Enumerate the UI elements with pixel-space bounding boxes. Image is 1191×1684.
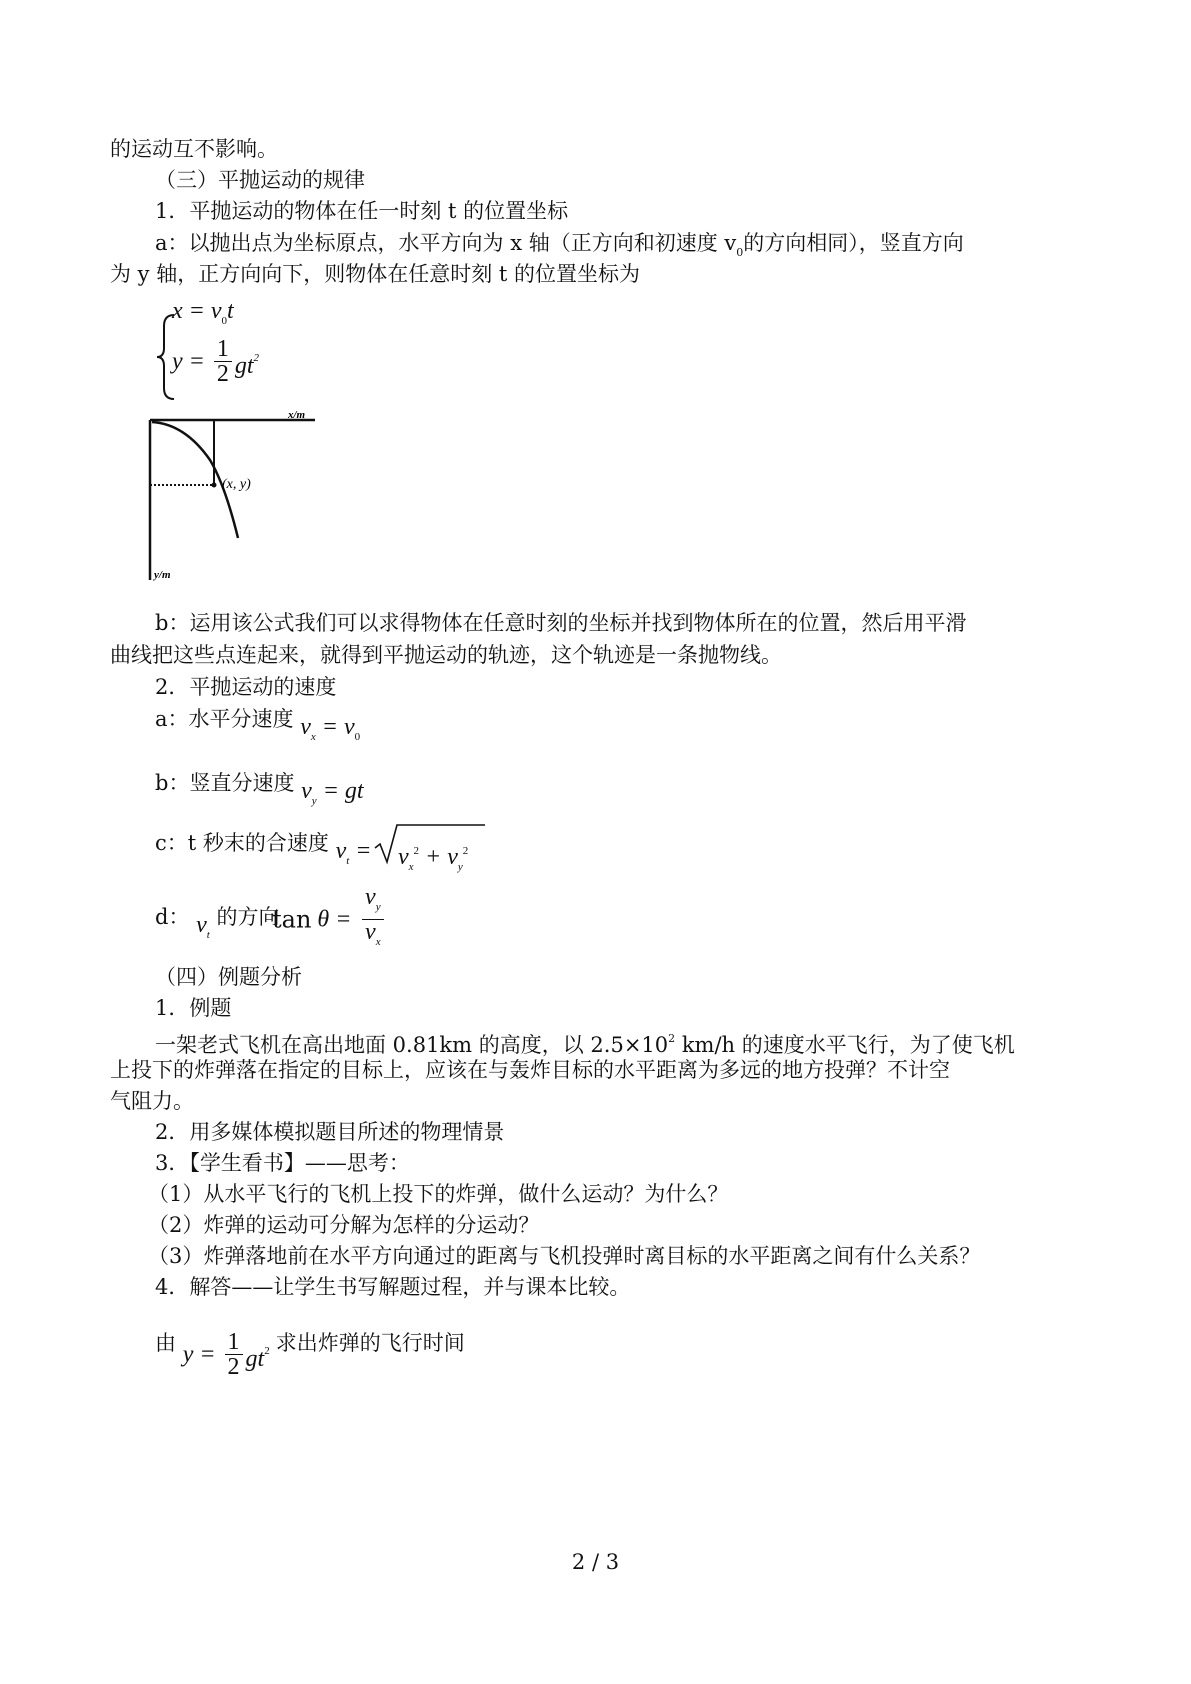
subsection-heading: 4．解答——让学生书写解题过程，并与课本比较。 bbox=[155, 1275, 631, 1299]
text-segment: a：水平分速度 bbox=[155, 707, 294, 731]
equation-sqrt-content: $v_x^2 + v_y^2$ bbox=[398, 844, 469, 873]
subsection-heading: 1．平抛运动的物体在任一时刻 t 的位置坐标 bbox=[155, 199, 569, 223]
page-number: 2 / 3 bbox=[571, 1550, 620, 1574]
text-line bbox=[155, 902, 280, 942]
text-segment: 一架老式飞机在高出地面 0.81km 的高度，以 2.5×10 bbox=[155, 1033, 669, 1057]
symbol-vt: $v_t$ bbox=[196, 912, 210, 941]
section-heading: （三）平抛运动的规律 bbox=[155, 168, 365, 192]
question-item: （3）炸弹落地前在水平方向通过的距离与飞机投弹时离目标的水平距离之间有什么关系？ bbox=[148, 1244, 981, 1268]
equation-y: y = $\frac{1}{2}$ $gt^2$ bbox=[172, 336, 260, 387]
question-item: （1）从水平飞行的飞机上投下的炸弹，做什么运动？为什么？ bbox=[148, 1182, 729, 1206]
subsection-heading: 2．用多媒体模拟题目所述的物理情景 bbox=[155, 1120, 505, 1144]
text-line bbox=[155, 1320, 465, 1380]
text-line bbox=[155, 704, 360, 744]
text-segment: 由 bbox=[155, 1331, 176, 1356]
subsection-heading: 2．平抛运动的速度 bbox=[155, 675, 337, 699]
equation-vt: $v_t$ = bbox=[335, 838, 372, 867]
subsection-heading: 3．【学生看书】——思考： bbox=[155, 1151, 410, 1175]
subscript: 0 bbox=[736, 246, 744, 259]
text-segment: 的方向相同），竖直方向 bbox=[743, 231, 964, 255]
text-segment: c：t 秒末的合速度 bbox=[155, 831, 329, 855]
text-segment: a：以抛出点为坐标原点，水平方向为 x 轴（正方向和初速度 v bbox=[155, 231, 737, 255]
equation-vx: $v_x = v_0$ bbox=[300, 714, 361, 743]
x-axis-label: x/m bbox=[288, 410, 306, 421]
equation-vy: $v_y$ = gt bbox=[301, 778, 364, 807]
superscript: 2 bbox=[668, 1032, 676, 1045]
equation-x: $x = v_0t$ bbox=[172, 298, 234, 327]
trajectory-diagram bbox=[140, 410, 360, 585]
equation-y-final: y = $\frac{1}{2}$ $gt^2$ bbox=[182, 1329, 270, 1380]
position-point bbox=[212, 483, 217, 488]
text-segment: km/h 的速度水平飞行，为了使飞机 bbox=[675, 1033, 1015, 1057]
text-segment: d： bbox=[155, 905, 190, 929]
text-line bbox=[155, 828, 371, 868]
subsection-heading: 1．例题 bbox=[155, 996, 232, 1020]
section-heading: （四）例题分析 bbox=[155, 965, 302, 989]
text-line: 为 y 轴，正方向向下，则物体在任意时刻 t 的位置坐标为 bbox=[110, 262, 641, 286]
text-segment: 的方向 bbox=[216, 905, 280, 929]
question-item: （2）炸弹的运动可分解为怎样的分运动？ bbox=[148, 1213, 540, 1237]
text-line: 的运动互不影响。 bbox=[110, 137, 278, 161]
text-line: 曲线把这些点连起来，就得到平抛运动的轨迹，这个轨迹是一条抛物线。 bbox=[110, 643, 782, 667]
text-line bbox=[155, 768, 364, 808]
equation-tan: tan θ = $\frac{v_y}{v_x}$ bbox=[272, 885, 387, 954]
text-line: 气阻力。 bbox=[110, 1089, 194, 1113]
text-segment: b：竖直分速度 bbox=[155, 771, 295, 795]
text-line: b：运用该公式我们可以求得物体在任意时刻的坐标并找到物体所在的位置，然后用平滑 bbox=[155, 611, 967, 635]
text-line: 上投下的炸弹落在指定的目标上，应该在与轰炸目标的水平距离为多远的地方投弹？不计空 bbox=[110, 1058, 950, 1082]
point-label: (x, y) bbox=[222, 477, 251, 492]
text-segment: 求出炸弹的飞行时间 bbox=[275, 1331, 465, 1356]
y-axis-label: y/m bbox=[154, 569, 171, 581]
